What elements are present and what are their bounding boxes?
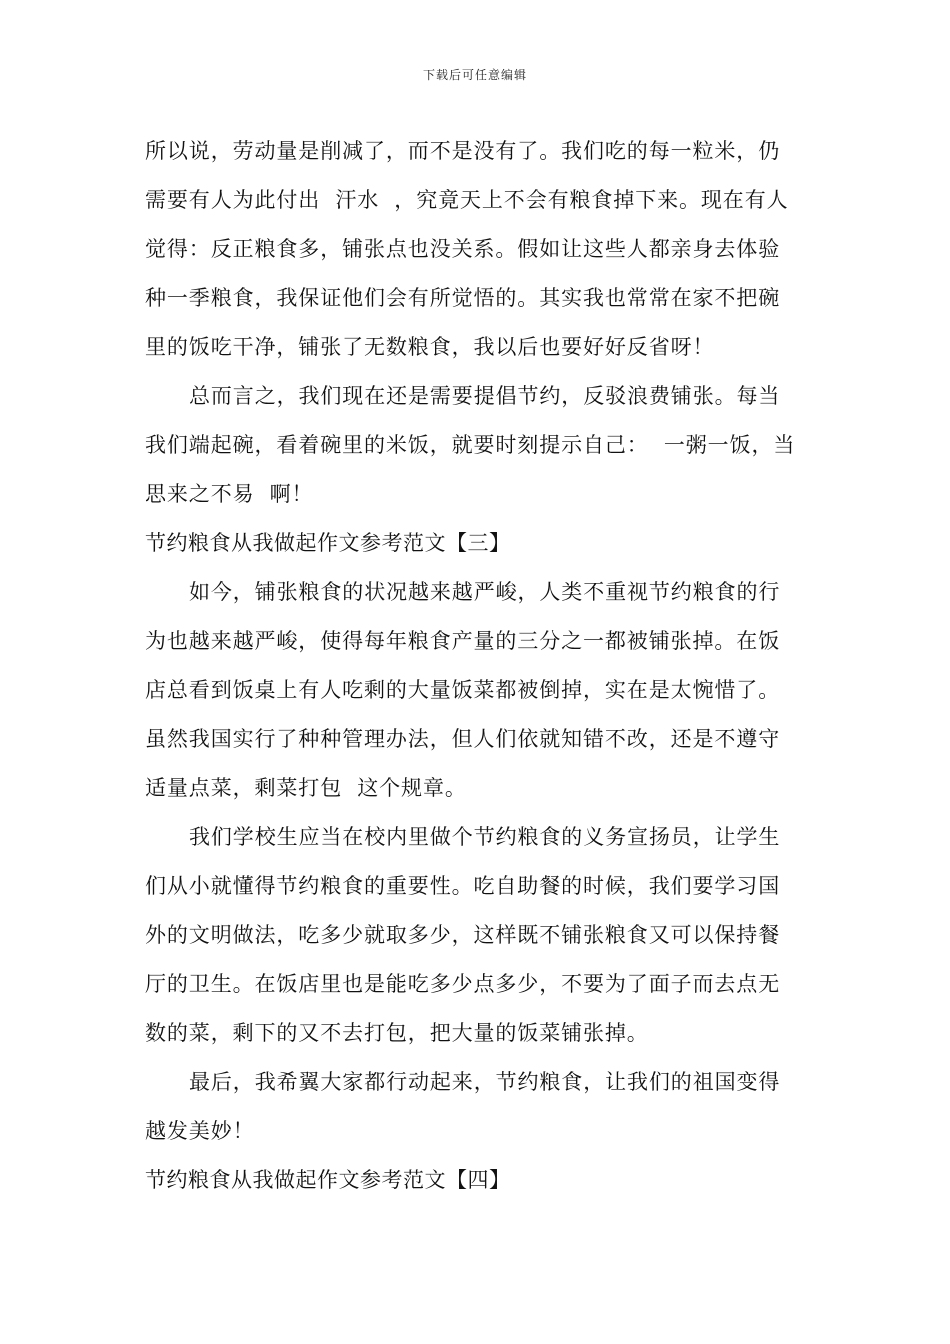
document-body — [145, 131, 810, 1209]
body-line: 数的菜，剩下的又不去打包，把大量的饭菜铺张掉。 — [145, 1021, 649, 1045]
body-line: 适量点菜，剩菜打包 这个规章。 — [145, 776, 467, 800]
section-heading: 节约粮食从我做起作文参考范文【三】 — [145, 531, 511, 555]
body-line: 最后，我希翼大家都行动起来，节约粮食，让我们的祖国变得 — [189, 1070, 781, 1094]
body-line: 种一季粮食，我保证他们会有所觉悟的。其实我也常常在家不把碗 — [145, 286, 781, 310]
body-line: 我们端起碗，看着碗里的米饭，就要时刻提示自己： 一粥一饭，当 — [145, 433, 796, 457]
body-line: 厅的卫生。在饭店里也是能吃多少点多少，不要为了面子而去点无 — [145, 972, 781, 996]
body-line: 越发美妙！ — [145, 1119, 255, 1143]
body-line: 为也越来越严峻，使得每年粮食产量的三分之一都被铺张掉。在饭 — [145, 629, 781, 653]
body-line: 外的文明做法，吃多少就取多少，这样既不铺张粮食又可以保持餐 — [145, 923, 781, 947]
body-line: 需要有人为此付出 汗水 ，究竟天上不会有粮食掉下来。现在有人 — [145, 188, 789, 212]
body-line: 店总看到饭桌上有人吃剩的大量饭菜都被倒掉，实在是太惋惜了。 — [145, 678, 781, 702]
body-line: 总而言之，我们现在还是需要提倡节约，反驳浪费铺张。每当 — [189, 384, 781, 408]
page-header: 下载后可任意编辑 — [422, 68, 527, 82]
body-line: 如今，铺张粮食的状况越来越严峻，人类不重视节约粮食的行 — [189, 580, 781, 604]
body-line: 思来之不易 啊！ — [145, 482, 314, 506]
body-line: 们从小就懂得节约粮食的重要性。吃自助餐的时候，我们要学习国 — [145, 874, 781, 898]
section-heading: 节约粮食从我做起作文参考范文【四】 — [145, 1168, 511, 1192]
body-line: 所以说，劳动量是削减了，而不是没有了。我们吃的每一粒米，仍 — [145, 139, 781, 163]
body-line: 里的饭吃干净，铺张了无数粮食，我以后也要好好反省呀！ — [145, 335, 715, 359]
body-line: 我们学校生应当在校内里做个节约粮食的义务宣扬员，让学生 — [189, 825, 781, 849]
body-line: 觉得：反正粮食多，铺张点也没关系。假如让这些人都亲身去体验 — [145, 237, 781, 261]
body-line: 虽然我国实行了种种管理办法，但人们依就知错不改，还是不遵守 — [145, 727, 781, 751]
